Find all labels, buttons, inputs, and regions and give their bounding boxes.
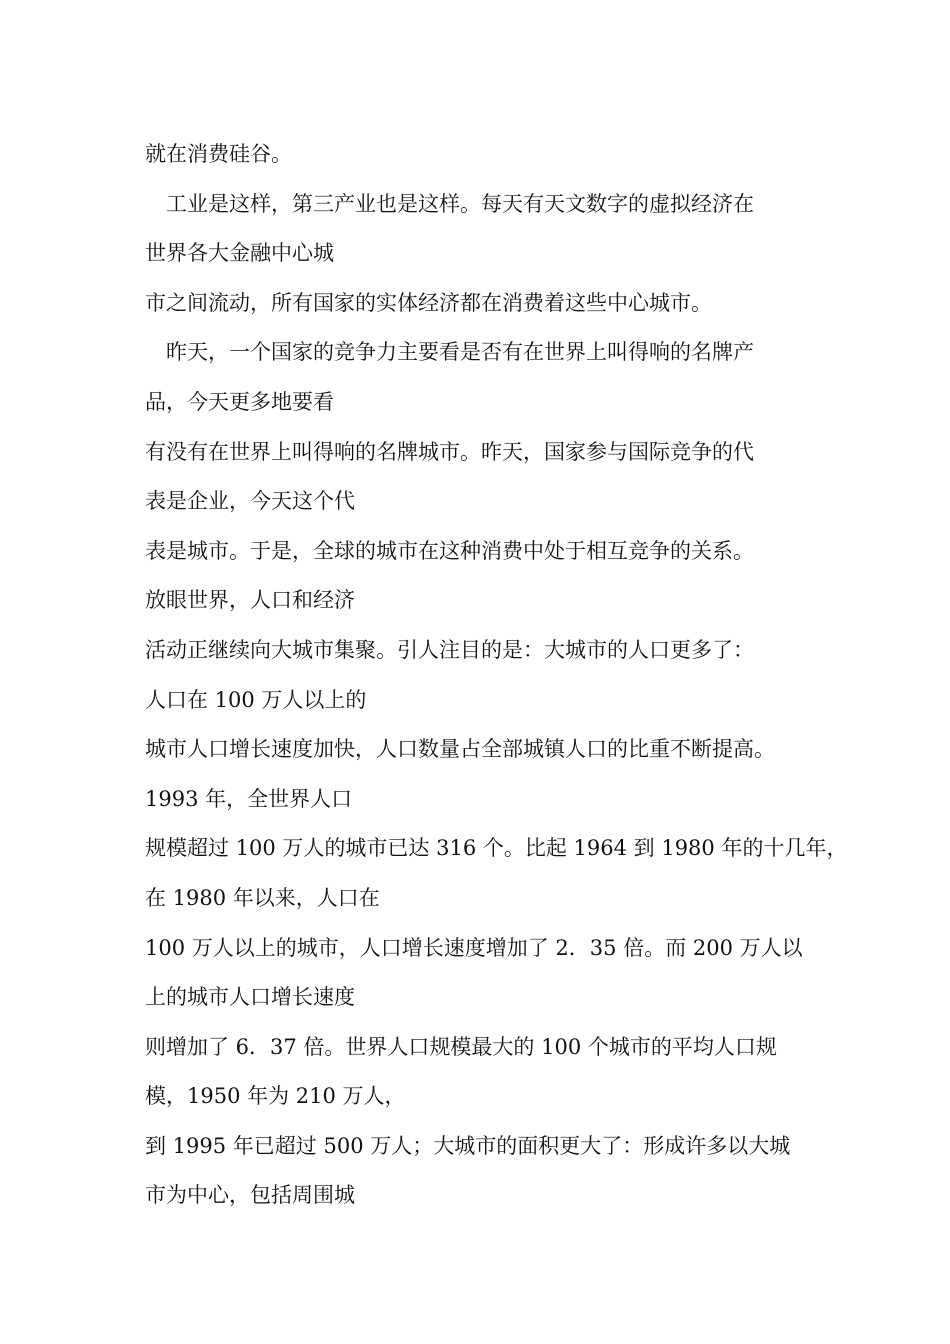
text-line: 人口在 100 万人以上的 — [145, 687, 367, 712]
text-line: 1993 年，全世界人口 — [145, 786, 353, 811]
text-line: 在 1980 年以来，人口在 — [145, 885, 380, 910]
text-line: 世界各大金融中心城 — [145, 241, 334, 266]
text-line: 上的城市人口增长速度 — [145, 985, 355, 1010]
text-line: 放眼世界，人口和经济 — [145, 588, 355, 613]
text-line: 100 万人以上的城市，人口增长速度增加了 2．35 倍。而 200 万人以 — [145, 935, 803, 960]
text-line: 就在消费硅谷。 — [145, 142, 292, 166]
text-line: 市为中心，包括周围城 — [145, 1183, 355, 1208]
text-line: 品，今天更多地要看 — [145, 389, 334, 414]
text-line: 模，1950 年为 210 万人， — [145, 1084, 406, 1109]
paragraph-first-line: 工业是这样，第三产业也是这样。每天有天文数字的虚拟经济在 — [166, 191, 754, 216]
body-text — [145, 130, 848, 1221]
text-line: 活动正继续向大城市集聚。引人注目的是：大城市的人口更多了： — [145, 637, 754, 662]
text-line: 城市人口增长速度加快，人口数量占全部城镇人口的比重不断提高。 — [145, 737, 775, 762]
text-line: 市之间流动，所有国家的实体经济都在消费着这些中心城市。 — [145, 290, 712, 315]
text-line: 规模超过 100 万人的城市已达 316 个。比起 1964 到 1980 年的十几年， — [145, 836, 848, 861]
text-line: 表是企业，今天这个代 — [145, 489, 355, 514]
paragraph-first-line: 昨天，一个国家的竞争力主要看是否有在世界上叫得响的名牌产 — [166, 340, 754, 365]
text-line: 表是城市。于是，全球的城市在这种消费中处于相互竞争的关系。 — [145, 538, 754, 563]
text-line: 到 1995 年已超过 500 万人；大城市的面积更大了：形成许多以大城 — [145, 1133, 791, 1158]
text-line: 则增加了 6．37 倍。世界人口规模最大的 100 个城市的平均人口规 — [145, 1034, 777, 1059]
text-line: 有没有在世界上叫得响的名牌城市。昨天，国家参与国际竞争的代 — [145, 439, 754, 464]
